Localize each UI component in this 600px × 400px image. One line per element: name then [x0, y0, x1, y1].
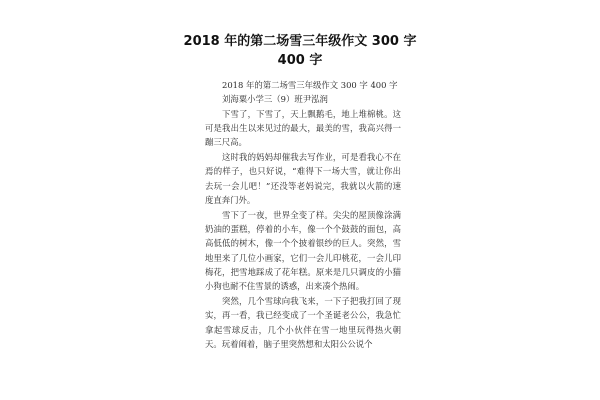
document-title-line-2: 400 字 — [277, 53, 323, 68]
document-subtitle: 2018 年的第二场雪三年级作文 300 字 400 字 — [222, 80, 398, 90]
paragraph: 这时我的妈妈却催我去写作业，可是看我心不在焉的样子，也只好说，“难得下一场大雪，就让你出去玩一会儿吧！”还没等老妈说完，我就以火箭的速度直奔门外。 — [205, 151, 401, 205]
document-author: 刘海粟小学三（9）班尹泓润 — [222, 94, 328, 105]
paragraph: 突然，几个雪球向我飞来，一下子把我打回了现实，再一看，我已经变成了一个圣诞老公公，我急忙拿起雪球反击，几个小伙伴在雪一地里玩得热火朝天。玩着闹着，脑子里突然想和太阳公公说个 — [205, 295, 401, 349]
paragraph: 下雪了，下雪了，天上飘鹅毛，地上堆棉桃。这可是我出生以来见过的最大，最美的雪，我高兴得一蹦三尺高。 — [205, 108, 401, 148]
paragraph: 雪下了一夜，世界全变了样。尖尖的屋顶像涂满奶油的蛋糕，停着的小车，像一个个鼓鼓的面包，高高低低的树木，像一个个披着银纱的巨人。突然，雪地里来了几位小画家，它们一会儿印桃花，一会儿印梅花，把雪地踩成了花年糕。原来是几只调皮的小猫小狗也耐不住雪景的诱惑，出来凑个热闹。 — [205, 209, 401, 292]
document-title-line-1: 2018 年的第二场雪三年级作文 300 字 — [183, 34, 417, 49]
document-body — [205, 78, 401, 352]
